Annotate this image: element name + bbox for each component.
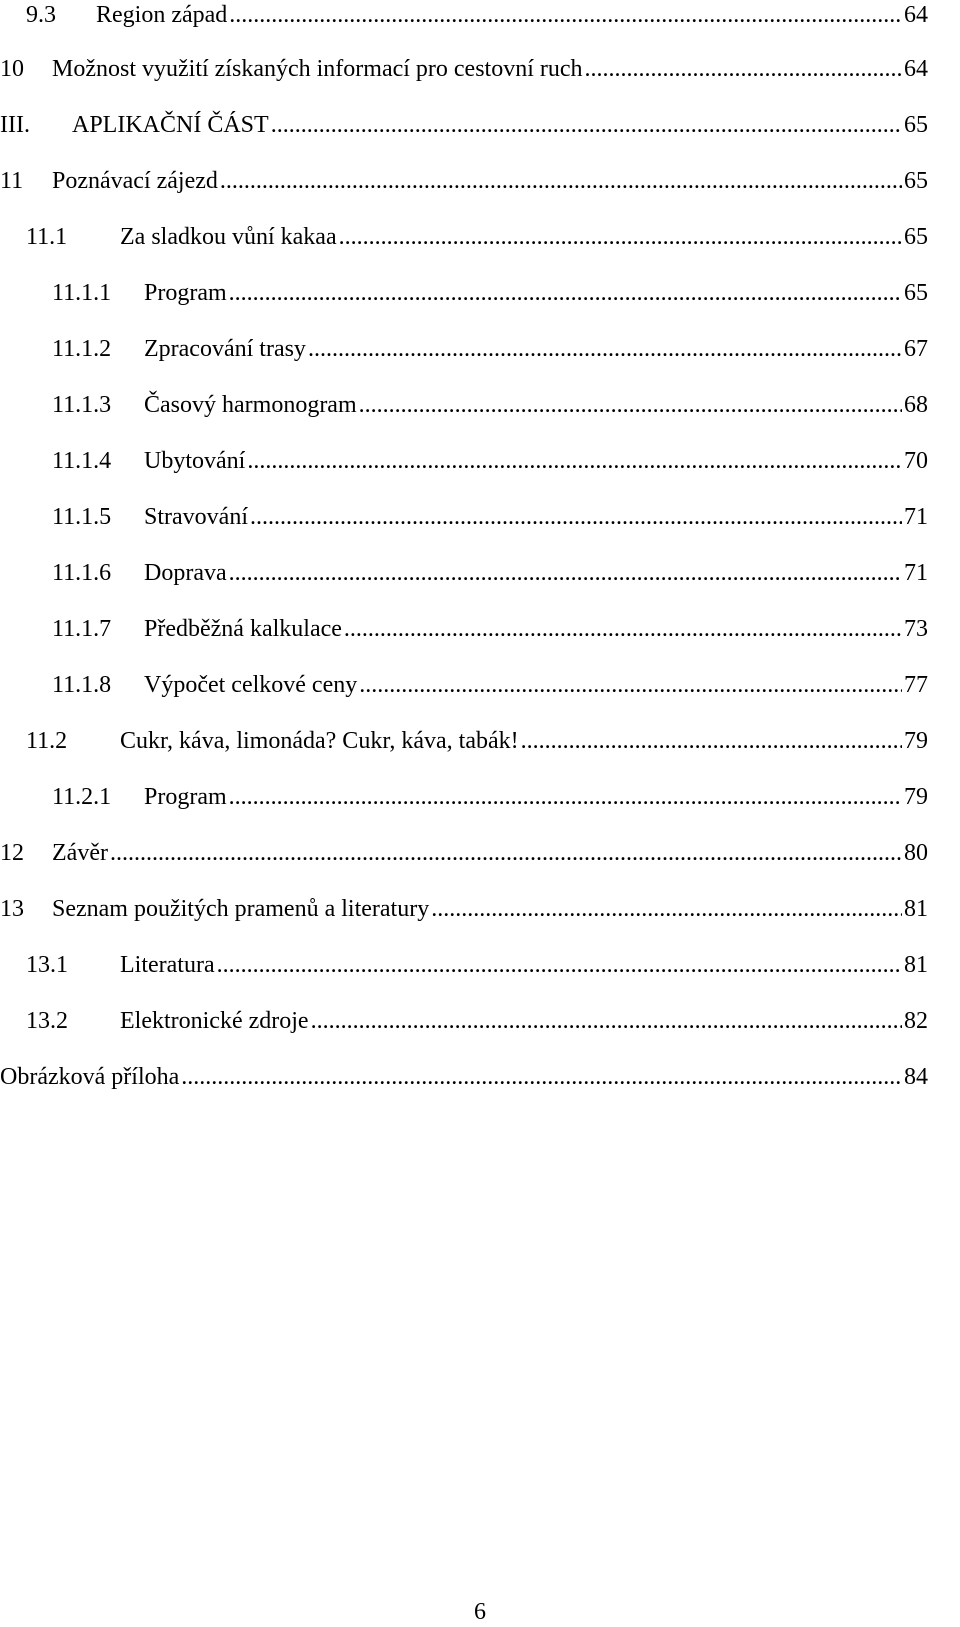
toc-entry-number: 10	[0, 56, 24, 82]
toc-entry-page: 77	[904, 672, 928, 698]
toc-entry[interactable]	[0, 558, 928, 588]
toc-dot-leader	[585, 54, 902, 84]
toc-dot-leader	[217, 950, 902, 980]
toc-entry-title: Program	[144, 784, 227, 810]
toc-entry-page: 79	[904, 728, 928, 754]
toc-entry-number: 13.2	[26, 1008, 68, 1034]
toc-entry-page: 71	[904, 560, 928, 586]
toc-dot-leader	[311, 1006, 902, 1036]
toc-entry[interactable]	[0, 1062, 928, 1092]
toc-entry-page: 71	[904, 504, 928, 530]
toc-entry[interactable]	[0, 950, 928, 980]
toc-entry-title: Region západ	[96, 2, 228, 28]
toc-entry-page: 70	[904, 448, 928, 474]
toc-entry-title: Program	[144, 280, 227, 306]
toc-entry-title: Stravování	[144, 504, 248, 530]
toc-dot-leader	[271, 110, 902, 140]
toc-entry-page: 82	[904, 1008, 928, 1034]
toc-dot-leader	[344, 614, 902, 644]
toc-entry-title: Seznam použitých pramenů a literatury	[52, 896, 430, 922]
toc-entry-title: Cukr, káva, limonáda? Cukr, káva, tabák!	[120, 728, 519, 754]
toc-entry-title: Předběžná kalkulace	[144, 616, 342, 642]
toc-entry[interactable]	[0, 222, 928, 252]
toc-entry[interactable]	[0, 334, 928, 364]
toc-entry-page: 80	[904, 840, 928, 866]
toc-entry[interactable]	[0, 670, 928, 700]
toc-dot-leader	[308, 334, 902, 364]
toc-entry-title: Zpracování trasy	[144, 336, 306, 362]
toc-entry-title: Výpočet celkové ceny	[144, 672, 358, 698]
toc-entry-title: Obrázková příloha	[0, 1064, 180, 1090]
toc-dot-leader	[229, 0, 902, 30]
toc-entry[interactable]	[0, 1006, 928, 1036]
toc-entry[interactable]	[0, 166, 928, 196]
toc-dot-leader	[229, 782, 902, 812]
toc-dot-leader	[220, 166, 902, 196]
toc-entry[interactable]	[0, 502, 928, 532]
toc-entry-number: 12	[0, 840, 24, 866]
toc-entry-title: Doprava	[144, 560, 227, 586]
toc-entry[interactable]	[0, 726, 928, 756]
toc-entry[interactable]	[0, 894, 928, 924]
toc-entry-title: Za sladkou vůní kakaa	[120, 224, 337, 250]
toc-entry-page: 65	[904, 112, 928, 138]
toc-dot-leader	[247, 446, 902, 476]
toc-entry[interactable]	[0, 614, 928, 644]
toc-entry-number: 9.3	[26, 2, 56, 28]
toc-entry-number: III.	[0, 112, 30, 138]
toc-entry-page: 65	[904, 224, 928, 250]
toc-entry-page: 81	[904, 896, 928, 922]
page-number: 6	[474, 1599, 486, 1625]
toc-entry-number: 11	[0, 168, 24, 194]
toc-entry-page: 79	[904, 784, 928, 810]
toc-entry-page: 65	[904, 280, 928, 306]
toc-entry[interactable]	[0, 278, 928, 308]
toc-entry-number: 11.2.1	[52, 784, 112, 810]
toc-dot-leader	[359, 670, 902, 700]
toc-entry[interactable]	[0, 838, 928, 868]
toc-entry-number: 11.1.8	[52, 672, 112, 698]
toc-entry-title: Elektronické zdroje	[120, 1008, 309, 1034]
toc-dot-leader	[250, 502, 902, 532]
toc-dot-leader	[521, 726, 902, 756]
toc-entry-number: 13.1	[26, 952, 68, 978]
toc-entry[interactable]	[0, 110, 928, 140]
toc-entry-title: Literatura	[120, 952, 215, 978]
toc-entry-page: 81	[904, 952, 928, 978]
toc-entry-page: 67	[904, 336, 928, 362]
toc-entry-page: 73	[904, 616, 928, 642]
toc-entry-number: 11.1.6	[52, 560, 112, 586]
toc-entry-title: APLIKAČNÍ ČÁST	[72, 112, 269, 138]
toc-entry-number: 11.1.3	[52, 392, 112, 418]
toc-dot-leader	[359, 390, 902, 420]
toc-dot-leader	[181, 1062, 902, 1092]
toc-entry-number: 11.1.1	[52, 280, 112, 306]
toc-dot-leader	[229, 558, 902, 588]
toc-entry-page: 64	[904, 2, 928, 28]
toc-entry-page: 84	[904, 1064, 928, 1090]
toc-entry-number: 11.1.2	[52, 336, 112, 362]
toc-dot-leader	[110, 838, 902, 868]
toc-entry-title: Poznávací zájezd	[52, 168, 218, 194]
toc-entry-page: 68	[904, 392, 928, 418]
toc-entry-number: 11.1.5	[52, 504, 112, 530]
toc-dot-leader	[431, 894, 902, 924]
toc-entry-number: 11.1.4	[52, 448, 112, 474]
toc-entry-title: Možnost využití získaných informací pro cestovní ruch	[52, 56, 583, 82]
toc-entry[interactable]	[0, 782, 928, 812]
toc-dot-leader	[339, 222, 902, 252]
toc-entry-title: Ubytování	[144, 448, 246, 474]
toc-dot-leader	[229, 278, 902, 308]
toc-entry-title: Časový harmonogram	[144, 392, 357, 418]
toc-entry-number: 11.2	[26, 728, 68, 754]
toc-entry-title: Závěr	[52, 840, 108, 866]
toc-entry-number: 11.1.7	[52, 616, 112, 642]
toc-entry-page: 64	[904, 56, 928, 82]
toc-entry[interactable]	[0, 54, 928, 84]
toc-entry[interactable]	[0, 0, 928, 30]
toc-entry[interactable]	[0, 446, 928, 476]
toc-entry-number: 11.1	[26, 224, 68, 250]
toc-entry-number: 13	[0, 896, 24, 922]
toc-entry[interactable]	[0, 390, 928, 420]
toc-entry-page: 65	[904, 168, 928, 194]
